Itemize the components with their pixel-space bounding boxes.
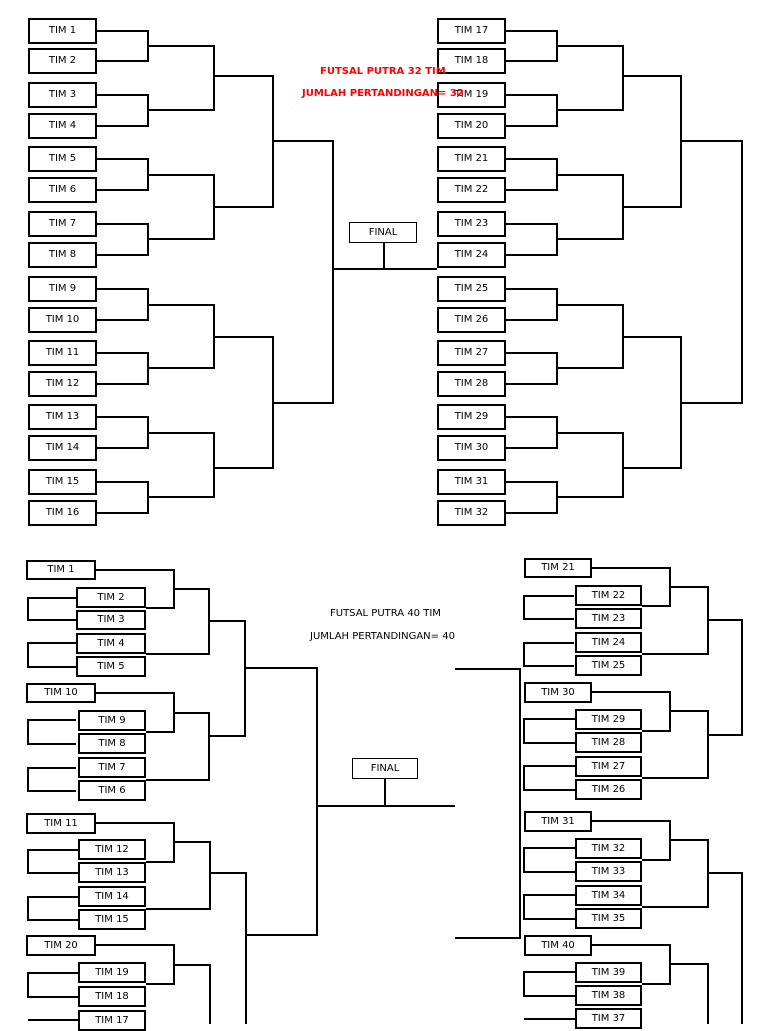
bracket40-title: FUTSAL PUTRA 40 TIM — [330, 608, 441, 619]
team-box: TIM 9 — [28, 276, 97, 302]
team-box: TIM 40 — [524, 935, 592, 956]
team-box: TIM 13 — [78, 862, 146, 883]
team-box: TIM 13 — [28, 404, 97, 430]
team-box: TIM 24 — [437, 242, 506, 268]
team-box: TIM 14 — [78, 886, 146, 907]
team-box: TIM 18 — [78, 986, 146, 1007]
team-box: TIM 8 — [78, 733, 146, 754]
team-box: TIM 37 — [575, 1008, 642, 1029]
team-box: TIM 22 — [575, 585, 642, 606]
team-box: TIM 31 — [437, 469, 506, 495]
team-box: TIM 26 — [437, 307, 506, 333]
team-box: TIM 34 — [575, 885, 642, 906]
team-box: TIM 11 — [26, 813, 96, 834]
team-box: TIM 11 — [28, 340, 97, 366]
team-box: TIM 25 — [575, 655, 642, 676]
team-box: TIM 38 — [575, 985, 642, 1006]
team-box: TIM 4 — [28, 113, 97, 139]
team-box: TIM 29 — [575, 709, 642, 730]
team-box: TIM 9 — [78, 710, 146, 731]
team-box: TIM 24 — [575, 632, 642, 653]
team-box: TIM 15 — [78, 909, 146, 930]
team-box: TIM 5 — [28, 146, 97, 172]
team-box: TIM 12 — [28, 371, 97, 397]
final-box: FINAL — [352, 758, 418, 779]
team-box: TIM 19 — [437, 82, 506, 108]
team-box: TIM 8 — [28, 242, 97, 268]
team-box: TIM 23 — [575, 608, 642, 629]
team-box: TIM 20 — [26, 935, 96, 956]
team-box: TIM 26 — [575, 779, 642, 800]
team-box: TIM 16 — [28, 500, 97, 526]
team-box: TIM 35 — [575, 908, 642, 929]
team-box: TIM 27 — [437, 340, 506, 366]
bracket32-title: FUTSAL PUTRA 32 TIM — [320, 66, 446, 77]
team-box: TIM 29 — [437, 404, 506, 430]
team-box: TIM 20 — [437, 113, 506, 139]
bracket40-match-count: JUMLAH PERTANDINGAN= 40 — [310, 631, 455, 642]
team-box: TIM 7 — [28, 211, 97, 237]
team-box: TIM 28 — [575, 732, 642, 753]
team-box: TIM 1 — [26, 560, 96, 580]
team-box: TIM 15 — [28, 469, 97, 495]
team-box: TIM 2 — [76, 587, 146, 608]
team-box: TIM 32 — [575, 838, 642, 859]
team-box: TIM 25 — [437, 276, 506, 302]
team-box: TIM 14 — [28, 435, 97, 461]
team-box: TIM 19 — [78, 962, 146, 983]
team-box: TIM 27 — [575, 756, 642, 777]
team-box: TIM 31 — [524, 811, 592, 832]
team-box: TIM 18 — [437, 48, 506, 74]
team-box: TIM 32 — [437, 500, 506, 526]
team-box: TIM 30 — [524, 682, 592, 703]
team-box: TIM 5 — [76, 656, 146, 677]
team-box: TIM 10 — [26, 683, 96, 703]
team-box: TIM 17 — [78, 1010, 146, 1031]
team-box: TIM 28 — [437, 371, 506, 397]
team-box: TIM 3 — [76, 610, 146, 630]
team-box: TIM 2 — [28, 48, 97, 74]
team-box: TIM 10 — [28, 307, 97, 333]
team-box: TIM 21 — [524, 558, 592, 578]
bracket32-match-count: JUMLAH PERTANDINGAN= 32 — [302, 88, 464, 99]
team-box: TIM 1 — [28, 18, 97, 44]
team-box: TIM 33 — [575, 861, 642, 882]
team-box: TIM 30 — [437, 435, 506, 461]
team-box: TIM 6 — [78, 780, 146, 801]
team-box: TIM 4 — [76, 633, 146, 654]
team-box: TIM 6 — [28, 177, 97, 203]
team-box: TIM 23 — [437, 211, 506, 237]
team-box: TIM 7 — [78, 757, 146, 778]
team-box: TIM 17 — [437, 18, 506, 44]
team-box: TIM 3 — [28, 82, 97, 108]
team-box: TIM 12 — [78, 839, 146, 860]
team-box: TIM 21 — [437, 146, 506, 172]
final-box: FINAL — [349, 222, 417, 243]
team-box: TIM 22 — [437, 177, 506, 203]
team-box: TIM 39 — [575, 962, 642, 983]
